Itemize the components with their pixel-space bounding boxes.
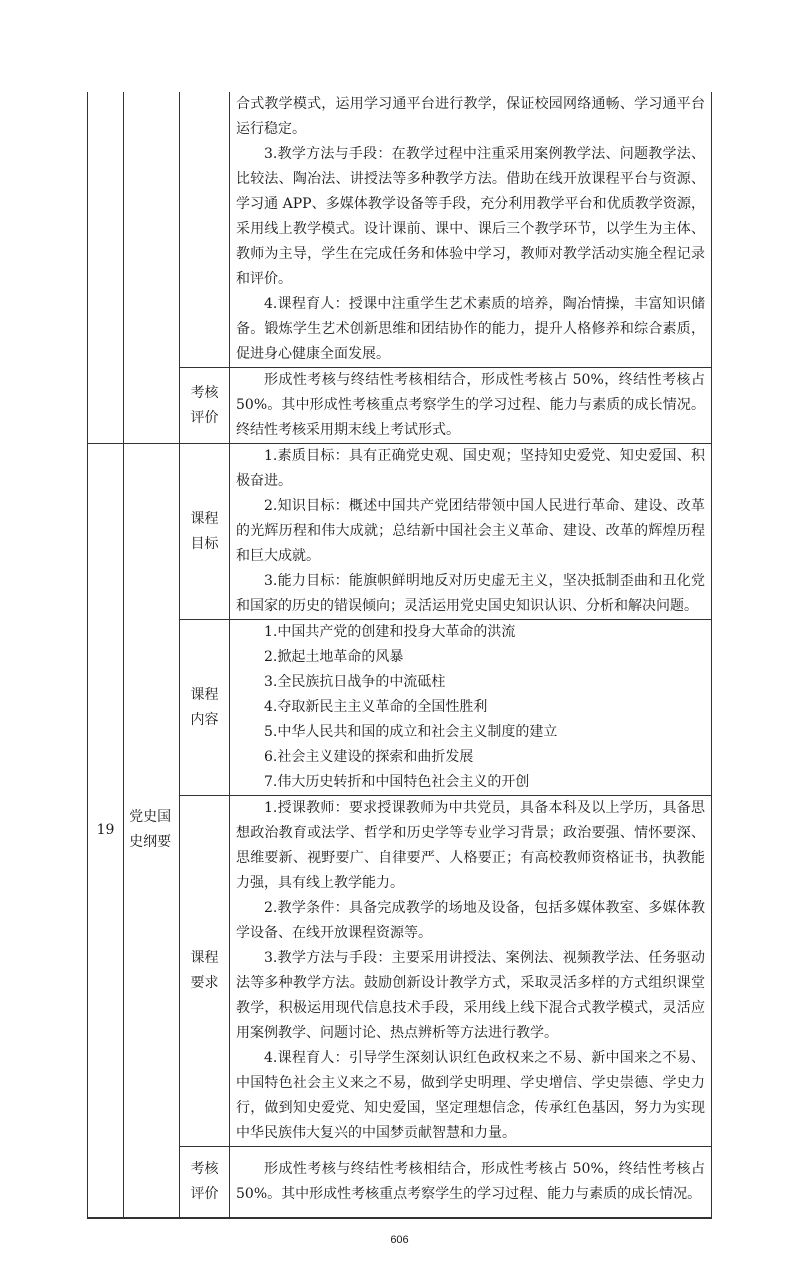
prev-requirements-cell	[230, 92, 712, 368]
content-cell	[230, 620, 712, 796]
objective-item: 1.素质目标：具有正确党史观、国史观；坚持知史爱党、知史爱国、积极奋进。	[236, 448, 705, 489]
objectives-label: 课程目标	[190, 510, 219, 552]
objectives-row	[88, 444, 712, 620]
content-item: 2.掀起土地革命的风暴	[264, 649, 404, 665]
content-item: 3.全民族抗日战争的中流砥柱	[264, 674, 446, 690]
page-number: 606	[390, 1233, 409, 1246]
objective-item: 2.知识目标：概述中国共产党团结带领中国人民进行革命、建设、改革的光辉历程和伟大成就；总结新中国社会主义革命、建设、改革的辉煌历程和巨大成就。	[236, 498, 705, 564]
content-item: 7.伟大历史转折和中国特色社会主义的开创	[264, 774, 530, 790]
objectives-cell	[230, 444, 712, 620]
prev-assessment-label: 考核评价	[190, 384, 219, 426]
assessment-text: 形成性考核与终结性考核相结合，形成性考核占 50%，终结性考核占 50%。其中形成性考核重点考察学生的学习过程、能力与素质的成长情况。	[236, 1160, 705, 1202]
requirement-item: 2.教学条件：具备完成教学的场地及设备，包括多媒体教室、多媒体教学设备、在线开放课程资源等。	[236, 900, 705, 941]
course-number: 19	[88, 444, 124, 1218]
content-item: 1.中国共产党的创建和投身大革命的洪流	[264, 624, 516, 640]
content-item: 4.夺取新民主主义革命的全国性胜利	[264, 699, 488, 715]
assessment-row	[88, 1147, 712, 1218]
content-item: 5.中华人民共和国的成立和社会主义制度的建立	[264, 724, 558, 740]
prev-label-cell	[180, 92, 230, 368]
prev-assessment-text: 形成性考核与终结性考核相结合，形成性考核占 50%，终结性考核占 50%。其中形成性考核重点考察学生的学习过程、能力与素质的成长情况。终结性考核采用期末线上考试形式。	[236, 372, 705, 438]
content-item: 6.社会主义建设的探索和曲折发展	[264, 749, 474, 765]
requirement-item: 4.课程育人：引导学生深刻认识红色政权来之不易、新中国来之不易、中国特色社会主义来之不易，做到学史明理、学史增信、学史崇德、学史力行，做到知史爱党、知史爱国，坚定理想信念，传承红色基因，努力为实现中华民族伟大复兴的中国梦贡献智慧和力量。	[236, 1050, 705, 1141]
prev-requirements-paragraph: 3.教学方法与手段：在教学过程中注重采用案例教学法、问题教学法、比较法、陶冶法、讲授法等多种教学方法。借助在线开放课程平台与资源、学习通 APP、多媒体教学设备等手段，充分利用教学平台和优质教学资源，采用线上教学模式。设计课前、课中、课后三个教学环节，以学生为主体、教师为主导，学生在完成任务和体验中学习，教师对教学活动实施全程记录和评价。	[236, 146, 705, 287]
assessment-label: 考核评价	[190, 1160, 219, 1202]
content-label: 课程内容	[190, 686, 219, 728]
prev-course-requirements-row	[88, 92, 712, 368]
course-table	[87, 92, 712, 1219]
course-name-cell	[124, 444, 180, 1218]
requirement-item: 1.授课教师：要求授课教师为中共党员，具备本科及以上学历，具备思想政治教育或法学、哲学和历史学等专业学习背景；政治要强、情怀要深、思维要新、视野要广、自律要严、人格要正；有高校教师资格证书，执教能力强，具有线上教学能力。	[236, 800, 705, 891]
requirements-row	[88, 796, 712, 1147]
requirements-label: 课程要求	[190, 950, 219, 991]
prev-name-cell	[124, 92, 180, 444]
prev-number-cell	[88, 92, 124, 444]
prev-requirements-paragraph: 4.课程育人：授课中注重学生艺术素质的培养，陶冶情操，丰富知识储备。锻炼学生艺术创新思维和团结协作的能力，提升人格修养和综合素质，促进身心健康全面发展。	[236, 296, 705, 362]
objective-item: 3.能力目标：能旗帜鲜明地反对历史虚无主义，坚决抵制歪曲和丑化党和国家的历史的错误倾向；灵活运用党史国史知识认识、分析和解决问题。	[236, 573, 705, 614]
prev-requirements-paragraph: 合式教学模式，运用学习通平台进行教学，保证校园网络通畅、学习通平台运行稳定。	[236, 96, 705, 137]
requirements-cell	[230, 796, 712, 1147]
content-row	[88, 620, 712, 796]
prev-course-assessment-row	[88, 368, 712, 444]
requirement-item: 3.教学方法与手段：主要采用讲授法、案例法、视频教学法、任务驱动法等多种教学方法。鼓励创新设计教学方式，采取灵活多样的方式组织课堂教学，积极运用现代信息技术手段，采用线上线下混合式教学模式，灵活应用案例教学、问题讨论、热点辨析等方法进行教学。	[236, 950, 705, 1041]
course-name: 党史国史纲要	[129, 809, 172, 851]
